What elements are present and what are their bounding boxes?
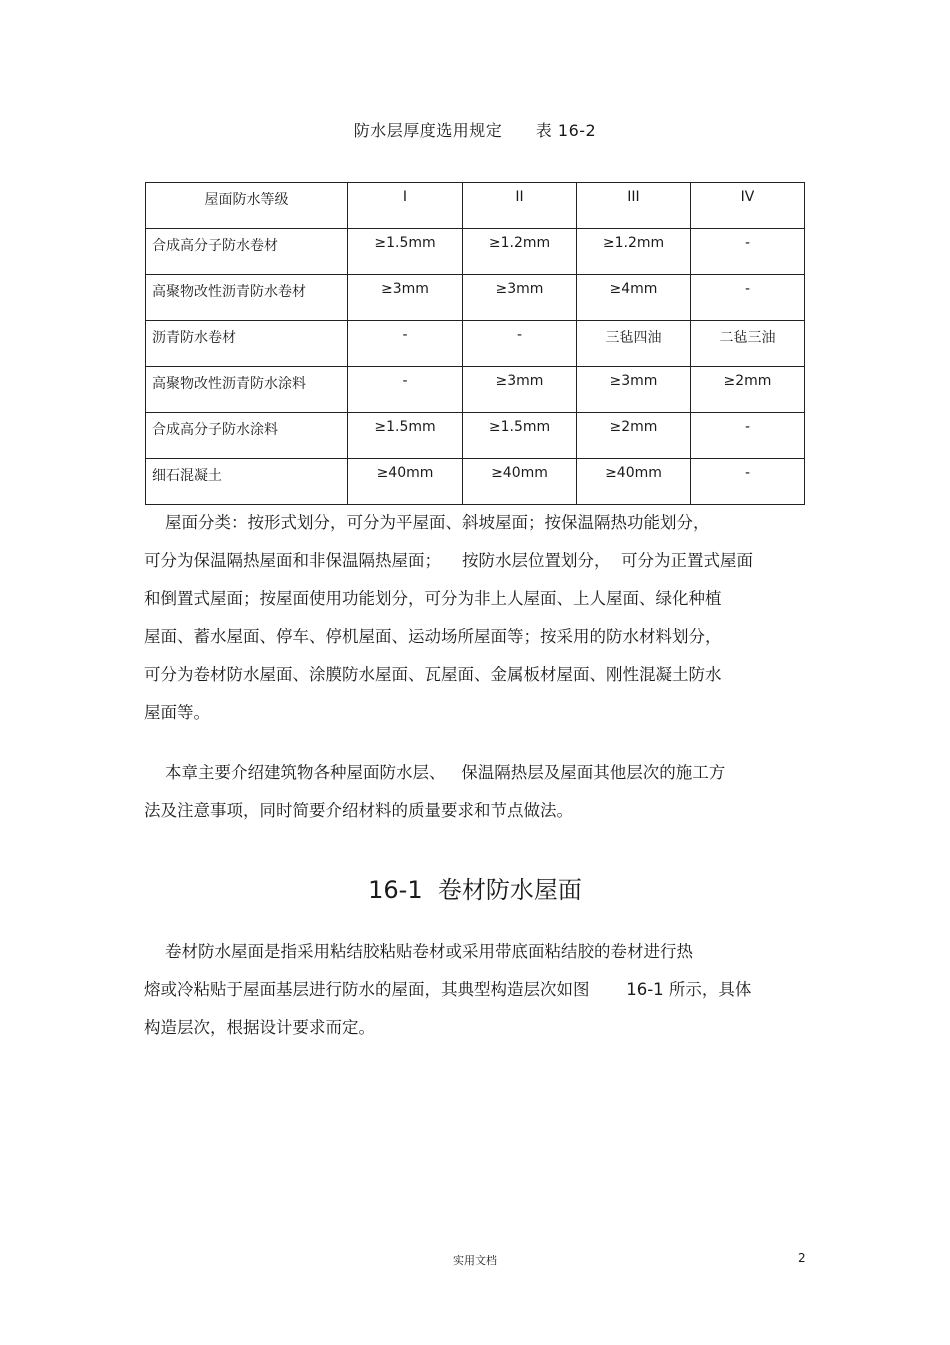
- table-cell: -: [463, 321, 577, 367]
- header-cell: IV: [691, 183, 805, 229]
- header-cell: I: [348, 183, 463, 229]
- table-cell: ≥1.5mm: [348, 229, 463, 275]
- table-cell: ≥2mm: [577, 413, 691, 459]
- table-cell: 合成高分子防水卷材: [146, 229, 348, 275]
- table-cell: ≥3mm: [463, 275, 577, 321]
- table-cell: -: [691, 413, 805, 459]
- table-cell: -: [691, 275, 805, 321]
- table-row: [146, 229, 805, 275]
- paragraph-line: 法及注意事项，同时简要介绍材料的质量要求和节点做法。: [144, 801, 573, 820]
- paragraph-line: 构造层次，根据设计要求而定。: [144, 1018, 375, 1037]
- header-cell: 屋面防水等级: [146, 183, 348, 229]
- paragraph-line: 本章主要介绍建筑物各种屋面防水层、 保温隔热层及屋面其他层次的施工方: [144, 763, 726, 782]
- table-row: [146, 367, 805, 413]
- paragraph-line: 屋面等。: [144, 703, 210, 722]
- table-cell: 细石混凝土: [146, 459, 348, 505]
- paragraph-line: 卷材防水屋面是指采用粘结胶粘贴卷材或采用带底面粘结胶的卷材进行热: [144, 942, 693, 961]
- table-cell: 高聚物改性沥青防水卷材: [146, 275, 348, 321]
- page-footer: 实用文档: [453, 1254, 497, 1267]
- table-cell: ≥1.5mm: [463, 413, 577, 459]
- page-number: 2: [798, 1251, 806, 1265]
- table-cell: ≥40mm: [348, 459, 463, 505]
- table-cell: ≥40mm: [577, 459, 691, 505]
- paragraph-line: 和倒置式屋面；按屋面使用功能划分，可分为非上人屋面、上人屋面、绿化种植: [144, 589, 722, 608]
- table-caption: 防水层厚度选用规定 表 16-2: [353, 121, 597, 140]
- paragraph-line: 屋面、蓄水屋面、停车、停机屋面、运动场所屋面等；按采用的防水材料划分，: [144, 627, 722, 646]
- table-row: [146, 413, 805, 459]
- section-title: 16-1 卷材防水屋面: [368, 876, 582, 904]
- table-cell: 合成高分子防水涂料: [146, 413, 348, 459]
- table-cell: -: [691, 229, 805, 275]
- table-cell: ≥3mm: [577, 367, 691, 413]
- thickness-table: [145, 182, 805, 505]
- header-cell: II: [463, 183, 577, 229]
- paragraph-line: 可分为保温隔热屋面和非保温隔热屋面； 按防水层位置划分， 可分为正置式屋面: [144, 551, 753, 570]
- table-cell: -: [348, 321, 463, 367]
- table-cell: 二毡三油: [691, 321, 805, 367]
- header-cell: III: [577, 183, 691, 229]
- table-cell: ≥40mm: [463, 459, 577, 505]
- paragraph-line: 屋面分类：按形式划分，可分为平屋面、斜坡屋面；按保温隔热功能划分，: [144, 513, 710, 532]
- table-header-row: [146, 183, 805, 229]
- table-row: [146, 275, 805, 321]
- table-row: [146, 459, 805, 505]
- table-cell: 三毡四油: [577, 321, 691, 367]
- table-cell: -: [348, 367, 463, 413]
- table-cell: ≥1.2mm: [463, 229, 577, 275]
- table-cell: ≥1.2mm: [577, 229, 691, 275]
- table-cell: ≥1.5mm: [348, 413, 463, 459]
- table-cell: 沥青防水卷材: [146, 321, 348, 367]
- table-cell: ≥3mm: [463, 367, 577, 413]
- table-cell: -: [691, 459, 805, 505]
- table-cell: ≥4mm: [577, 275, 691, 321]
- table-cell: ≥3mm: [348, 275, 463, 321]
- table-cell: 高聚物改性沥青防水涂料: [146, 367, 348, 413]
- paragraph-line: 可分为卷材防水屋面、涂膜防水屋面、瓦屋面、金属板材屋面、刚性混凝土防水: [144, 665, 722, 684]
- table-cell: ≥2mm: [691, 367, 805, 413]
- paragraph-line: 熔或冷粘贴于屋面基层进行防水的屋面，其典型构造层次如图 16-1 所示，具体: [144, 980, 752, 999]
- table-row: [146, 321, 805, 367]
